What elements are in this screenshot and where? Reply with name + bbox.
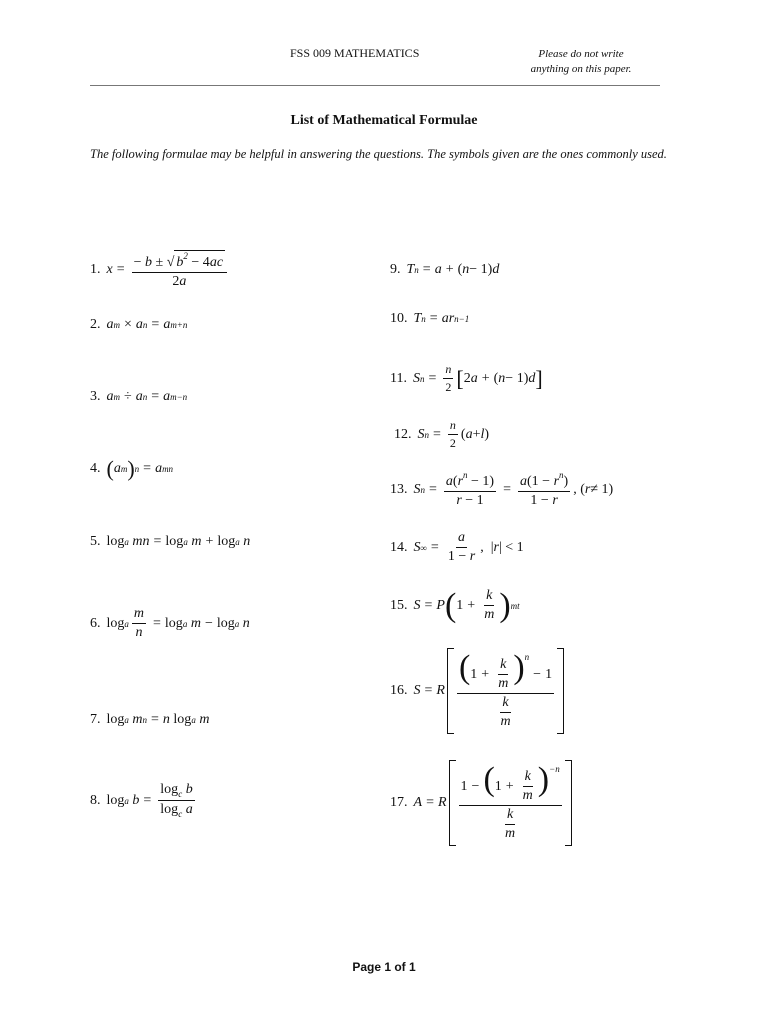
- formula-16: 16. S = R (1 + $\frac{k}{m}$ )$^n$− 1 $\frac{k}{m}$: [390, 648, 564, 734]
- formula-number: 13.: [390, 481, 408, 497]
- formula-number: 15.: [390, 597, 408, 613]
- formula-14: 14. S ∞ = $\frac{a}{1 - r}$ , | r | < 1: [390, 530, 524, 564]
- header-note: [506, 47, 656, 77]
- header-note-line-1: Please do not write: [538, 48, 624, 60]
- formula-number: 7.: [90, 712, 101, 727]
- formula-number: 1.: [90, 262, 101, 277]
- formula-6: 6. log a $\frac{m}{n}$ = log a m − log a n: [90, 606, 250, 640]
- formula-4: 4. ( a m ) n = a mn: [90, 456, 174, 481]
- header-title: FSS 009 MATHEMATICS: [290, 46, 420, 60]
- formula-10: 10. T n = ar n−1: [390, 311, 470, 326]
- formula-8: 8. log a b = $\frac{\log_c b}{\log_c a}$: [90, 782, 193, 819]
- page-footer: Page 1 of 1: [352, 960, 416, 974]
- formula-number: 16.: [390, 683, 408, 699]
- page-title: List of Mathematical Formulae: [290, 113, 478, 128]
- formula-number: 11.: [390, 370, 407, 386]
- formula-17: 17. A = R 1 − (1 + $\frac{k}{m}$ )$^{-n}$ $\frac{k}{m}$: [390, 760, 572, 846]
- formula-12: 12. S n = $\frac{n}{2}$ ( a + l ): [394, 418, 490, 450]
- header-divider: [90, 85, 660, 86]
- formula-11: 11. S n = $\frac{n}{2}$ [ 2 a + ( n − 1) d ]: [390, 362, 543, 394]
- formula-number: 6.: [90, 615, 101, 631]
- formula-number: 10.: [390, 311, 408, 326]
- formula-number: 9.: [390, 262, 401, 277]
- formula-number: 3.: [90, 389, 101, 404]
- formula-7: 7. log a m n = n log a m: [90, 712, 210, 727]
- header-note-line-2: anything on this paper.: [530, 63, 632, 75]
- formula-9: 9. T n = a + ( n − 1) d: [390, 262, 500, 277]
- formula-number: 17.: [390, 795, 408, 811]
- formula-5: 5. log a mn = log a m + log a n: [90, 534, 251, 549]
- formula-3: 3. a m ÷ a n = a m−n: [90, 389, 188, 404]
- formula-13: 13. S n = $\frac{a(r^n - 1)}{r - 1}$ = $\frac{a(1 - r^n)}{1 - r}$ , ( r ≠ 1): [390, 470, 614, 508]
- formula-15: 15. S = P ( 1 + $\frac{k}{m}$ ) mt: [390, 586, 520, 624]
- formula-number: 5.: [90, 534, 101, 549]
- intro-text: The following formulae may be helpful in answering the questions. The symbols given are the ones commonly used.: [90, 147, 667, 161]
- formula-number: 8.: [90, 792, 101, 808]
- formula-2: 2. a m × a n = a m+n: [90, 317, 188, 332]
- formula-number: 4.: [90, 461, 101, 476]
- formula-number: 2.: [90, 317, 101, 332]
- formula-number: 14.: [390, 539, 408, 555]
- formula-number: 12.: [394, 426, 412, 442]
- formula-1: 1. x = $\frac{- b \pm √ b^2 - 4ac}{2a}$: [90, 250, 230, 290]
